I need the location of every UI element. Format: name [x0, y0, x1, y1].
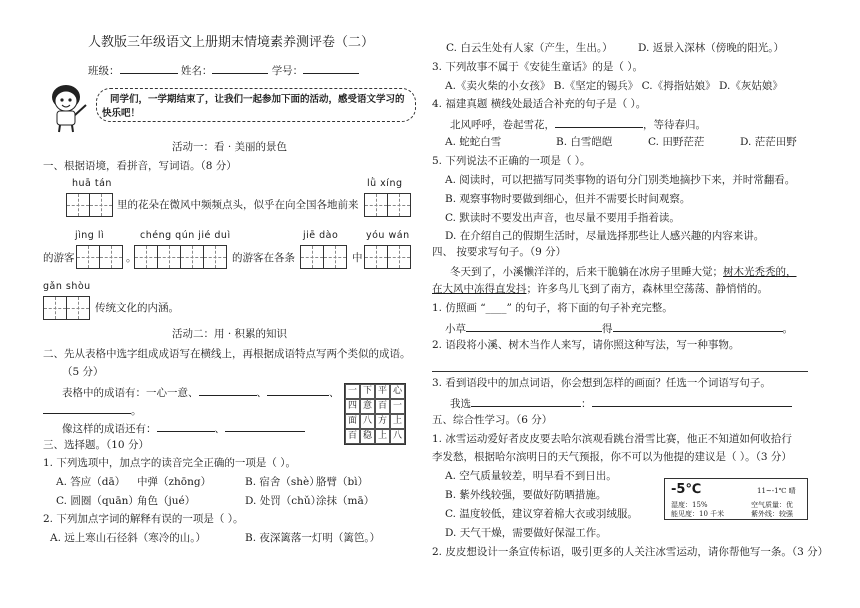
idiom-char-table: [344, 383, 406, 445]
table-cell: 面: [345, 414, 360, 429]
table-cell: 百: [345, 429, 360, 444]
q2-ex3-text: 像这样的成语还有：: [62, 423, 157, 435]
q2-sep-2: 、: [329, 387, 340, 399]
q1-seg2: 。: [126, 252, 137, 264]
table-cell: 八: [390, 429, 405, 444]
greeting-line2: 快乐吧！: [102, 108, 141, 119]
q1-pinyin-3: jìng lì: [75, 230, 105, 241]
q2-sep-1: 、: [256, 387, 267, 399]
table-cell: 一: [390, 399, 405, 414]
q4-s3-a: 我选: [450, 398, 471, 410]
q3-s4c: C. 田野茫茫: [648, 136, 705, 148]
q4-s2: 2. 语段将小溪、树木当作人来写，请你照这种写法，写一种事物。: [432, 339, 740, 351]
q1-line3: 传统文化的内涵。: [95, 302, 179, 314]
q1-line1: 里的花朵在微风中频频点头，似乎在向全国各地前来: [117, 199, 359, 211]
activity1-heading: 活动一：看 · 美丽的景色: [172, 141, 288, 153]
q2-blank-5[interactable]: [225, 421, 305, 432]
q2-blank-4[interactable]: [157, 421, 215, 432]
q5-title: 五、综合性学习。（6 分）: [432, 414, 553, 426]
id-label: 学号：: [271, 65, 304, 77]
q2-title: 二、先从表格中选字组成成语写在横线上，再根据成语特点写两个类似的成语。: [43, 348, 411, 360]
q1-seg3: 的游客在各条: [232, 252, 295, 264]
q2-ex1: [62, 385, 340, 400]
q3-s1d: D. 处罚（chǔ）: [245, 495, 322, 507]
weather-uv: 紫外线：较强: [751, 510, 793, 518]
q4-s1-blank-2[interactable]: [613, 321, 783, 332]
q3-s1b2: 胳臂（bì）: [316, 476, 369, 488]
cartoon-boy-icon: [44, 83, 92, 133]
q1-pinyin-4: chéng qún jié duì: [140, 230, 231, 241]
q3-s4-text-b: ，等待春归。: [643, 119, 706, 131]
q3-s3-options: A.《卖火柴的小女孩》 B.《坚定的锡兵》 C.《拇指姑娘》 D.《灰姑娘》: [445, 80, 783, 92]
q3-s2c: C. 白云生处有人家（产生，生出。）: [446, 42, 613, 54]
table-cell: 八: [360, 414, 375, 429]
q5-ob: B. 紫外线较强，要做好防晒措施。: [445, 489, 607, 501]
q3-s2a: A. 远上寒山石径斜（寒冷的山。）: [50, 532, 207, 544]
q5-od: D. 天气干燥，需要做好保湿工作。: [445, 527, 607, 539]
table-cell: 四: [345, 399, 360, 414]
info-line: [88, 63, 359, 78]
q3-s5b: B. 观察事物时要做到细心，但并不需要长时间观察。: [445, 193, 691, 205]
q4-s1-a: 小草: [445, 323, 466, 335]
q1-pinyin-6: yóu wán: [366, 230, 410, 241]
q4-para2-underlined: 在大风中冻得直发抖: [432, 283, 527, 295]
q4-s1-fill: [445, 321, 793, 336]
activity2-heading: 活动二：用 · 积累的知识: [172, 328, 288, 340]
q2-ex2-end: 。: [131, 405, 142, 417]
q4-s1: 1. 仿照画 “____” 的句子，将下面的句子补充完整。: [432, 302, 673, 314]
q2-score: （5 分）: [62, 366, 104, 378]
q4-para1-underlined: 树木光秃秃的，: [723, 266, 797, 278]
q4-para1: 冬天到了，小溪懒洋洋的，后来干脆躺在冰房子里睡大觉；: [450, 266, 723, 278]
q4-s1-c: 。: [782, 323, 793, 335]
weather-range: 11~-1℃ 晴: [757, 487, 796, 495]
q3-s1d2: 涂抹（mā）: [316, 495, 375, 507]
q3-s1c: C. 圆圈（quān）: [56, 495, 139, 507]
q1-pinyin-2: lǜ xíng: [367, 178, 403, 189]
class-field[interactable]: [120, 63, 178, 74]
name-field[interactable]: [212, 63, 268, 74]
q1-grid-6[interactable]: [364, 245, 411, 269]
q3-s1: 1. 下列选项中，加点字的读音完全正确的一项是（ ）。: [43, 457, 296, 469]
q1-title: 一、根据语境，看拼音，写词语。（8 分）: [43, 160, 237, 172]
q1-pinyin-5: jiē dào: [303, 230, 339, 241]
q3-s5d: D. 在介绍自己的假期生活时，尽量选择那些让人感兴趣的内容来讲。: [445, 230, 765, 242]
greeting-line1: 同学们，一学期结束了，让我们一起参加下面的活动，感受语文学习的: [110, 94, 405, 105]
q1-pinyin-7: gǎn shòu: [43, 281, 91, 292]
table-cell: 稳: [360, 429, 375, 444]
weather-temp: -5℃: [671, 482, 702, 497]
q5-s2: 2. 皮皮想设计一条宣传标语，吸引更多的人关注冰雪运动，请你帮他写一条。（3 分）: [432, 546, 829, 558]
q2-blank-1[interactable]: [199, 385, 257, 396]
q3-s4b: B. 白雪皑皑: [556, 136, 613, 148]
q1-grid-2[interactable]: [364, 193, 411, 217]
q3-s3: 3. 下列故事不属于《安徒生童话》的是（ ）。: [432, 61, 643, 73]
page-title: 人教版三年级语文上册期末情境素养测评卷（二）: [88, 35, 375, 50]
q1-grid-3[interactable]: [76, 245, 123, 269]
q3-s5: 5. 下列说法不正确的一项是（ ）。: [432, 155, 591, 167]
q1-pinyin-1: huā tán: [72, 178, 112, 189]
q4-s3-blank-2[interactable]: [592, 396, 792, 407]
name-label: 姓名：: [180, 65, 213, 77]
q5-oa: A. 空气质量较差，明早看不到日出。: [445, 470, 617, 482]
q3-s4-blank[interactable]: [555, 117, 643, 128]
q2-sep-3: 、: [214, 423, 225, 435]
q3-s2d: D. 返景入深林（傍晚的阳光。）: [638, 42, 784, 54]
table-cell: 意: [360, 399, 375, 414]
weather-visibility: 能见度：10 千米: [671, 510, 725, 518]
table-cell: 下: [360, 384, 375, 399]
q1-grid-7[interactable]: [43, 296, 90, 320]
table-cell: 百: [375, 399, 390, 414]
q5-s1b: 李发愁，根据哈尔滨明日的天气预报，你不可以为他提的建议是（ ）。（3 分）: [432, 451, 792, 463]
q2-ex2: [43, 403, 142, 418]
q3-s1a: A. 答应（dā）: [56, 476, 126, 488]
q4-s3: 3. 看到语段中的加点词语，你会想到怎样的画面？任选一个词语写句子。: [432, 377, 771, 389]
q2-ex1-text: 表格中的成语有：一心一意、: [62, 387, 199, 399]
q1-seg4: 中: [352, 252, 363, 264]
table-cell: 上: [390, 414, 405, 429]
q3-s1a2: 中弹（zhōng）: [137, 476, 212, 488]
table-cell: 心: [390, 384, 405, 399]
q4-s2-answer-line[interactable]: [432, 371, 808, 372]
q3-s4d: D. 茫茫田野: [740, 136, 797, 148]
weather-card: [664, 478, 808, 520]
table-cell: 上: [375, 429, 390, 444]
q1-seg1: 的游客: [43, 252, 75, 264]
weather-aqi: 空气质量：优: [751, 501, 793, 509]
q1-grid-5[interactable]: [300, 245, 347, 269]
q3-title: 三、选择题。（10 分）: [43, 439, 149, 451]
q4-s1-blank-1[interactable]: [466, 321, 602, 332]
q3-s1b: B. 宿舍（shè）: [245, 476, 320, 488]
q4-s3-b: ：: [581, 398, 592, 410]
q4-s3-blank-1[interactable]: [471, 396, 581, 407]
q1-grid-1[interactable]: [66, 193, 113, 217]
q2-blank-3[interactable]: [43, 403, 131, 414]
q4-para-line2: [432, 283, 768, 296]
q5-s1a: 1. 冰雪运动爱好者皮皮要去哈尔滨观看跳台滑雪比赛，他正不知道如何收拾行: [432, 433, 792, 445]
q4-title: 四、 按要求写句子。（9 分）: [432, 246, 567, 258]
weather-humidity: 湿度：15%: [671, 501, 708, 509]
q3-s1c2: 角色（jué）: [137, 495, 196, 507]
q4-s1-b: 得: [602, 323, 613, 335]
q5-oc: C. 温度较低，建议穿着棉大衣或羽绒服。: [445, 508, 638, 520]
q4-para2: ；许多鸟儿飞到了南方，森林里空荡荡、静悄悄的。: [526, 283, 768, 295]
q2-ex3: [62, 421, 305, 436]
q3-s4-text-a: 北风呼呼，卷起雪花，: [450, 119, 555, 131]
q3-s2b: B. 夜深篱落一灯明（篱笆。）: [245, 532, 381, 544]
table-cell: 方: [375, 414, 390, 429]
q3-s5c: C. 默读时不要发出声音，也尽量不要用手指着读。: [445, 212, 680, 224]
q4-para-line1: [450, 266, 797, 279]
class-label: 班级：: [88, 65, 120, 77]
table-cell: 平: [375, 384, 390, 399]
q3-s2: 2. 下列加点字词的解释有误的一项是（ ）。: [43, 513, 244, 525]
q3-s4: 4. 福建真题 横线处最适合补充的句子是（ ）。: [432, 98, 647, 110]
q4-s3-fill: [450, 396, 792, 411]
id-field[interactable]: [303, 63, 359, 74]
q2-blank-2[interactable]: [267, 385, 329, 396]
q3-s5a: A. 阅读时，可以把描写同类事物的语句分门别类地摘抄下来，并时常翻看。: [445, 174, 796, 186]
q1-grid-4[interactable]: [134, 245, 227, 269]
table-cell: 一: [345, 384, 360, 399]
q3-s4-text: [450, 117, 706, 132]
q3-s4a: A. 蛇蛇白雪: [445, 136, 502, 148]
